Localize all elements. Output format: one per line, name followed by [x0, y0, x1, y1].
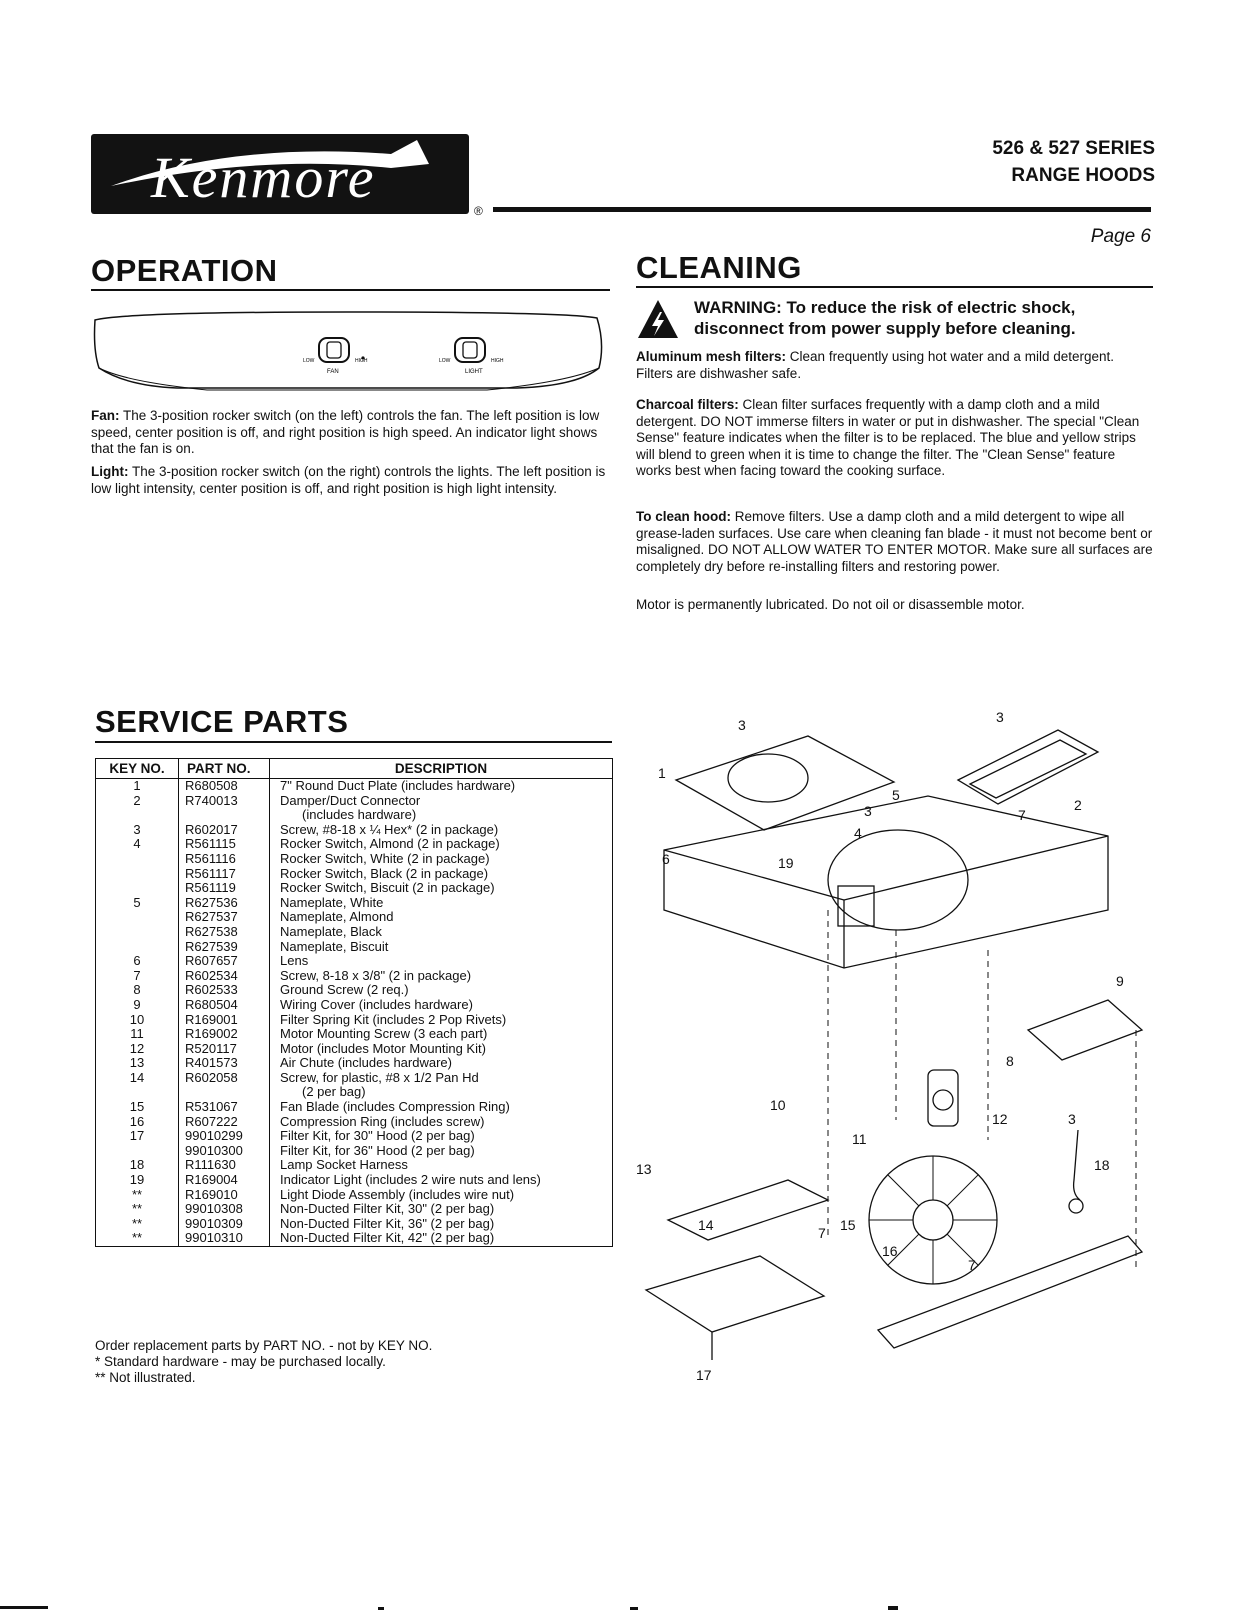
table-cell-part-no: R561116 [185, 850, 236, 866]
diagram-label-19: 19 [778, 855, 794, 871]
table-cell-key [96, 910, 178, 925]
table-cell-key: 10 [129, 1011, 145, 1027]
aluminum-filters-paragraph [636, 349, 1154, 382]
diagram-label-18: 18 [1094, 1157, 1110, 1173]
table-cell-part-no: R607222 [185, 1113, 238, 1129]
diagram-label-4: 4 [854, 825, 862, 841]
filter-part [646, 1256, 824, 1332]
fan-text: The 3-position rocker switch (on the left) controls the fan. The left position is low speed, center position is off, and right position is high speed. An indicator light shows that the fan is on. [91, 408, 600, 456]
description-column-header: DESCRIPTION [394, 761, 488, 776]
aluminum-label: Aluminum mesh filters: [636, 349, 787, 364]
table-cell-description: Motor Mounting Screw (3 each part) [280, 1026, 488, 1042]
diagram-label-8: 8 [1006, 1053, 1014, 1069]
table-cell-description: Indicator Light (includes 2 wire nuts and lens) [280, 1172, 541, 1188]
table-cell-part-no: R602534 [185, 967, 238, 983]
table-cell-description: Screw, #8-18 x ¼ Hex* (2 in package) [280, 821, 499, 837]
table-cell-key: ** [131, 1230, 143, 1246]
series-title [992, 135, 1155, 189]
diagram-label-3c: 3 [864, 803, 872, 819]
key-column-header: KEY NO. [96, 759, 179, 778]
table-cell-description: Nameplate, Black [280, 923, 382, 939]
table-cell-part-no: R627539 [185, 938, 238, 954]
table-cell-part-no: 99010309 [185, 1215, 243, 1231]
table-cell-description: Non-Ducted Filter Kit, 42" (2 per bag) [280, 1230, 495, 1246]
table-cell-description: Air Chute (includes hardware) [280, 1055, 452, 1071]
table-cell-key: 14 [129, 1069, 145, 1085]
table-cell-key [96, 1085, 178, 1100]
table-cell-part-no: 99010300 [185, 1142, 243, 1158]
charcoal-text: Clean filter surfaces frequently with a damp cloth and a mild detergent. DO NOT immerse filters in water or put in dishwasher. The special "Clean Sense" feature indicates when the filter is to be replaced. The blue and yellow strips will blend to green when it is time to change the filter. The "Clean Sense" feature works best when facing toward the cooking surface. [636, 397, 1140, 478]
table-cell-description: Compression Ring (includes screw) [280, 1113, 485, 1129]
electric-shock-warning-icon [636, 298, 680, 340]
table-cell-description: Lamp Socket Harness [280, 1157, 408, 1173]
table-cell-part-no [185, 1085, 269, 1100]
table-cell-key: 9 [133, 996, 141, 1012]
table-cell-description: Wiring Cover (includes hardware) [280, 996, 473, 1012]
table-cell-key [96, 852, 178, 867]
charcoal-filters-paragraph [636, 397, 1154, 480]
table-cell-part-no: R561115 [185, 836, 236, 852]
table-cell-description: (includes hardware) [302, 807, 417, 823]
table-cell-description: Nameplate, Biscuit [280, 938, 389, 954]
table-cell-description: Rocker Switch, Biscuit (2 in package) [280, 880, 495, 896]
table-cell-key: 5 [133, 894, 141, 910]
table-cell-description: Rocker Switch, Black (2 in package) [280, 865, 489, 881]
table-cell-description: Rocker Switch, White (2 in package) [280, 850, 490, 866]
service-parts-rule [95, 741, 612, 743]
table-cell-description: Nameplate, Almond [280, 909, 394, 925]
diagram-label-12: 12 [992, 1111, 1008, 1127]
fan-paragraph [91, 408, 611, 458]
clean-hood-paragraph [636, 509, 1154, 575]
table-cell-key: 11 [130, 1026, 144, 1042]
cleaning-rule [636, 286, 1153, 288]
table-cell-part-no: R680504 [185, 996, 238, 1012]
fan-high-label: HIGH [355, 358, 368, 364]
table-cell-part-no: R520117 [185, 1040, 237, 1056]
kenmore-logo [91, 134, 469, 214]
diagram-label-14: 14 [698, 1217, 714, 1233]
diagram-label-11: 11 [852, 1131, 867, 1147]
table-cell-key: 18 [129, 1157, 145, 1173]
note-standard-hardware: * Standard hardware - may be purchased locally. [95, 1354, 386, 1369]
exploded-parts-diagram [628, 700, 1168, 1400]
diagram-label-3d: 3 [1068, 1111, 1076, 1127]
diagram-label-6: 6 [662, 851, 670, 867]
diagram-label-10: 10 [770, 1097, 786, 1113]
series-line-2: RANGE HOODS [1011, 165, 1155, 186]
header-rule [493, 207, 1151, 212]
table-cell-key [96, 940, 178, 955]
table-cell-part-no: R607657 [185, 953, 238, 969]
light-panel-label: LIGHT [465, 369, 483, 375]
diagram-label-16: 16 [882, 1243, 898, 1259]
diagram-label-9: 9 [1116, 973, 1124, 989]
table-cell-description: Non-Ducted Filter Kit, 36" (2 per bag) [280, 1215, 495, 1231]
table-cell-part-no: R561117 [185, 865, 236, 881]
table-cell-description: Filter Kit, for 30" Hood (2 per bag) [280, 1128, 475, 1144]
table-cell-description: Fan Blade (includes Compression Ring) [280, 1099, 510, 1115]
table-cell-key: ** [131, 1215, 143, 1231]
table-cell-key [96, 881, 178, 896]
table-cell-description: Screw, 8-18 x 3/8" (2 in package) [280, 967, 472, 983]
table-cell-key: 1 [133, 778, 141, 793]
duct-plate-part [676, 736, 894, 830]
light-text: The 3-position rocker switch (on the right) controls the lights. The left position is low light intensity, center position is off, and right position is high light intensity. [91, 464, 606, 496]
table-cell-part-no [185, 808, 269, 823]
table-cell-description: Light Diode Assembly (includes wire nut) [280, 1186, 515, 1202]
diagram-label-3b: 3 [996, 709, 1004, 725]
charcoal-label: Charcoal filters: [636, 397, 739, 412]
table-cell-description: Screw, for plastic, #8 x 1/2 Pan Hd [280, 1069, 479, 1085]
table-cell-part-no: 99010308 [185, 1201, 243, 1217]
diagram-label-7b: 7 [818, 1225, 826, 1241]
table-cell-description: Damper/Duct Connector [280, 792, 421, 808]
logo-wordmark: Kenmore [151, 145, 376, 210]
table-cell-part-no: R401573 [185, 1055, 238, 1071]
table-cell-part-no: 99010299 [185, 1128, 243, 1144]
table-cell-key: 6 [133, 953, 141, 969]
table-cell-part-no: R680508 [185, 778, 238, 793]
table-cell-key: 19 [129, 1172, 145, 1188]
table-cell-part-no: R531067 [185, 1099, 238, 1115]
light-paragraph [91, 464, 611, 497]
table-cell-key: 13 [129, 1055, 145, 1071]
table-cell-part-no: R602533 [185, 982, 238, 998]
fan-rocker-switch-icon [319, 338, 349, 362]
fan-panel-label: FAN [327, 369, 339, 375]
light-high-label: HIGH [491, 358, 504, 364]
fan-low-label: LOW [303, 358, 315, 364]
table-cell-key: 2 [133, 792, 141, 808]
table-cell-description: (2 per bag) [302, 1084, 366, 1100]
note-not-illustrated: ** Not illustrated. [95, 1370, 196, 1385]
table-cell-description: 7" Round Duct Plate (includes hardware) [280, 778, 516, 793]
scan-edge-marks [0, 1598, 1257, 1611]
diagram-label-13: 13 [636, 1161, 652, 1177]
table-cell-key [96, 867, 178, 882]
table-cell-key: 7 [133, 967, 141, 983]
motor-part [928, 1070, 958, 1126]
table-cell-part-no: R169002 [185, 1026, 238, 1042]
diagram-label-17: 17 [696, 1367, 712, 1383]
table-cell-key: 3 [133, 821, 141, 837]
diagram-label-5: 5 [892, 787, 900, 803]
control-panel-illustration [87, 300, 607, 402]
series-line-1: 526 & 527 SERIES [992, 138, 1155, 159]
table-cell-description: Filter Kit, for 36" Hood (2 per bag) [280, 1142, 475, 1158]
warning-text: WARNING: To reduce the risk of electric shock, disconnect from power supply before cleaning. [694, 298, 1076, 338]
table-cell-part-no: R169001 [185, 1011, 238, 1027]
motor-paragraph: Motor is permanently lubricated. Do not oil or disassemble motor. [636, 597, 1025, 612]
diagram-label-7c: 7 [968, 1257, 976, 1273]
table-cell-part-no: R627536 [185, 894, 238, 910]
table-cell-description: Lens [280, 953, 309, 969]
table-cell-description: Non-Ducted Filter Kit, 30" (2 per bag) [280, 1201, 495, 1217]
page-number: Page 6 [1090, 226, 1151, 247]
table-cell-key: ** [131, 1186, 143, 1202]
table-cell-description: Rocker Switch, Almond (2 in package) [280, 836, 500, 852]
table-cell-description: Nameplate, White [280, 894, 384, 910]
key-column [96, 779, 179, 1246]
table-cell-description: Motor (includes Motor Mounting Kit) [280, 1040, 486, 1056]
registered-mark: ® [474, 204, 483, 218]
parts-table-header [96, 759, 612, 779]
table-cell-part-no: R169010 [185, 1186, 238, 1202]
operation-rule [91, 289, 610, 291]
part-column-header: PART NO. [179, 759, 270, 778]
table-cell-part-no: R602017 [185, 821, 238, 837]
table-cell-key [96, 808, 178, 823]
fan-label: Fan: [91, 408, 120, 423]
light-rocker-switch-icon [455, 338, 485, 362]
diagram-label-15: 15 [840, 1217, 856, 1233]
part-column [179, 779, 270, 1246]
diagram-label-7a: 7 [1018, 807, 1026, 823]
diagram-label-2: 2 [1074, 797, 1082, 813]
diagram-label-3a: 3 [738, 717, 746, 733]
table-cell-part-no: R627538 [185, 923, 238, 939]
table-cell-key: ** [131, 1201, 143, 1217]
parts-table-body [96, 779, 612, 1246]
table-cell-key: 8 [133, 982, 141, 998]
aluminum-text: Clean frequently using hot water and a mild detergent. Filters are dishwasher safe. [636, 349, 1114, 381]
table-cell-description: Filter Spring Kit (includes 2 Pop Rivets) [280, 1011, 507, 1027]
table-cell-key: 16 [129, 1113, 145, 1129]
hood-body-part [664, 796, 1108, 968]
cleaning-heading: CLEANING [636, 250, 802, 285]
table-cell-part-no: R740013 [185, 792, 238, 808]
table-cell-part-no: R627537 [185, 909, 238, 925]
parts-table [95, 758, 613, 1247]
table-cell-key: 15 [129, 1099, 145, 1115]
clean-hood-label: To clean hood: [636, 509, 731, 524]
light-label: Light: [91, 464, 129, 479]
table-cell-key: 17 [129, 1128, 145, 1144]
table-cell-description: Ground Screw (2 req.) [280, 982, 409, 998]
table-cell-part-no: 99010310 [185, 1230, 243, 1246]
description-column [270, 779, 612, 1246]
table-cell-key [96, 925, 178, 940]
table-cell-part-no: R169004 [185, 1172, 238, 1188]
table-cell-key: 4 [133, 836, 141, 852]
table-cell-key: 12 [129, 1040, 145, 1056]
operation-heading: OPERATION [91, 253, 278, 288]
table-cell-part-no: R602058 [185, 1069, 238, 1085]
table-cell-key [96, 1144, 178, 1159]
parts-notes [95, 1338, 432, 1386]
clean-hood-text: Remove filters. Use a damp cloth and a mild detergent to wipe all grease-laden surfaces. Use care when cleaning fan blade - it must not become bent or misaligned. DO NOT ALLOW WATER TO ENTER MOTOR. Make sure all surfaces are completely dry before re-installing filters and restoring power. [636, 509, 1153, 574]
note-order: Order replacement parts by PART NO. - not by KEY NO. [95, 1338, 433, 1353]
table-cell-part-no: R111630 [185, 1157, 236, 1173]
table-cell-part-no: R561119 [185, 880, 236, 896]
service-parts-heading: SERVICE PARTS [95, 704, 349, 739]
light-low-label: LOW [439, 358, 451, 364]
diagram-label-1: 1 [658, 765, 666, 781]
